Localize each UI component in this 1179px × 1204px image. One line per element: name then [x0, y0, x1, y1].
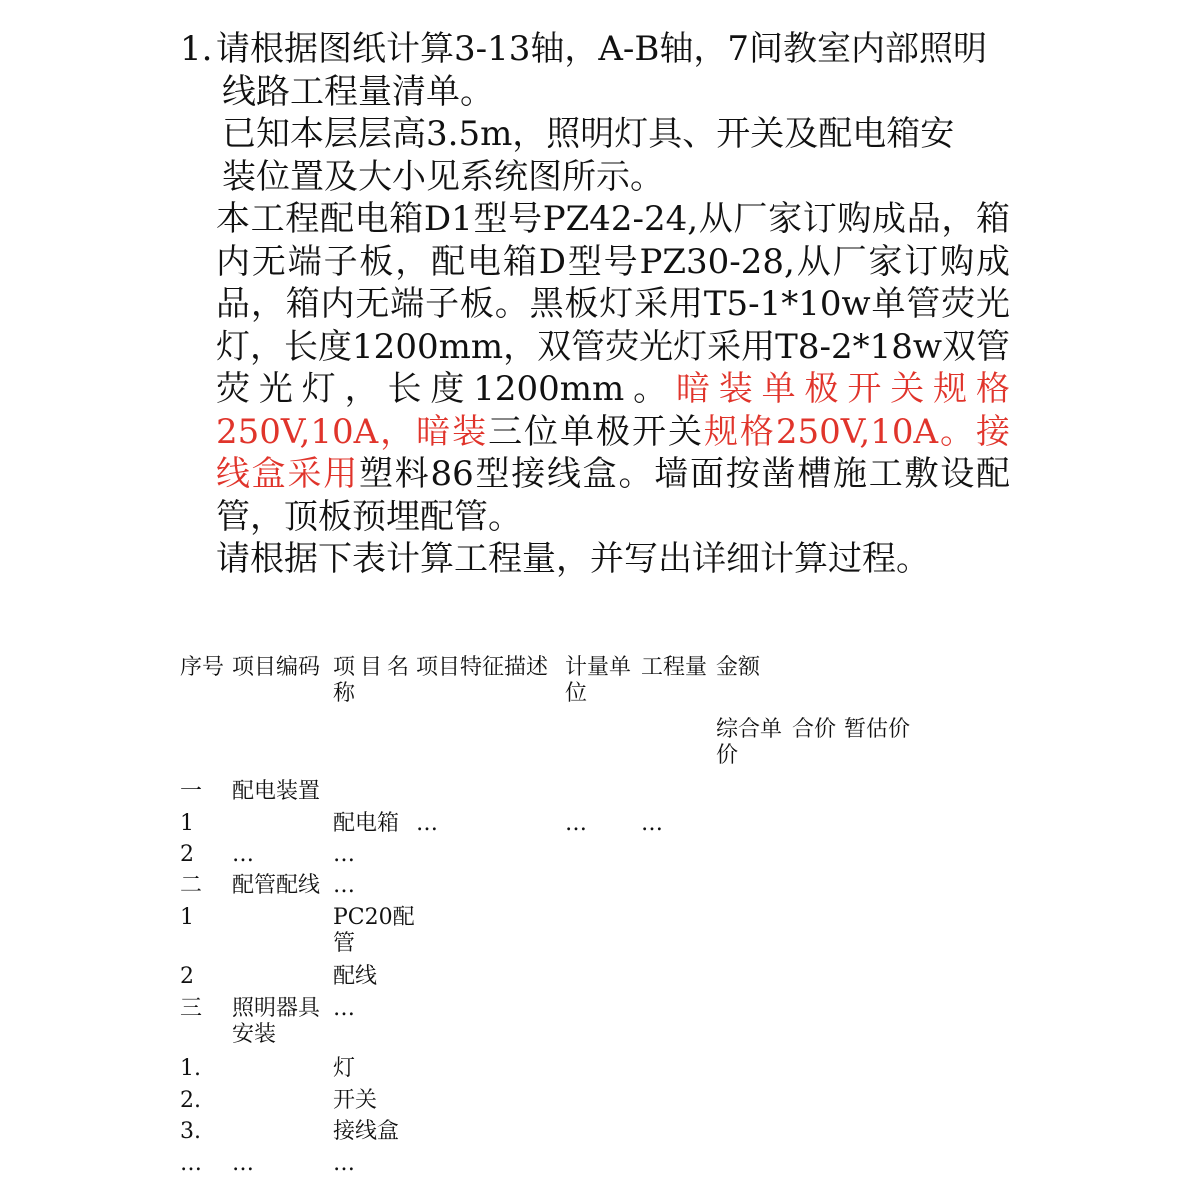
highlight-text-2: 规格250V,10A。接线盒采用	[216, 411, 1011, 494]
row-4-code: 配管配线	[232, 873, 321, 898]
header-unit: 计量单位	[565, 655, 632, 706]
row-3-seq: 2	[180, 842, 194, 867]
row-4-seq: 二	[180, 873, 203, 898]
row-2-name: 配电箱	[333, 811, 400, 836]
row-7-seq: 三	[180, 996, 203, 1021]
paragraph-text-b: 三位单极开关	[488, 411, 704, 452]
highlight-text-1: 暗装单极开关规格250V,10A，暗装	[216, 369, 1010, 452]
header-total: 合价	[792, 717, 837, 742]
row-7-name: …	[333, 996, 355, 1021]
row-5-name: PC20配管	[333, 905, 415, 956]
row-10-name: 接线盒	[333, 1119, 400, 1144]
header-provisional: 暂估价	[844, 717, 911, 742]
row-3-code: …	[232, 842, 254, 867]
header-qty: 工程量	[641, 655, 708, 680]
question-last-line: 请根据下表计算工程量，并写出详细计算过程。	[216, 539, 930, 579]
row-11-name: …	[333, 1151, 355, 1176]
question-block	[180, 28, 1010, 581]
row-1-seq: 一	[180, 779, 203, 804]
paragraph-text-c: 塑料86型接线盒。墙面按凿槽施工敷设配管，顶板预埋配管。	[216, 454, 1010, 537]
row-11-code: …	[232, 1151, 254, 1176]
row-2-qty: …	[641, 811, 663, 836]
question-line-3: 已知本层层高3.5m，照明灯具、开关及配电箱安	[222, 114, 955, 154]
row-2-seq: 1	[180, 811, 194, 836]
row-1-code: 配电装置	[232, 779, 321, 804]
question-paragraph	[216, 198, 1010, 538]
question-body	[216, 28, 1010, 581]
row-2-feature: …	[416, 811, 438, 836]
paragraph-text-a: 本工程配电箱D1型号PZ42-24,从厂家订购成品，箱内无端子板，配电箱D型号PZ30-28,从厂家订购成品，箱内无端子板。黑板灯采用T5-1*10w单管荧光灯，长度1200mm，双管荧光灯采用T8-2*18w双管荧光灯，长度1200mm。	[216, 199, 1010, 409]
row-8-name: 灯	[333, 1056, 356, 1081]
header-unit-price: 综合单价	[716, 717, 783, 768]
row-9-seq: 2.	[180, 1088, 201, 1113]
header-code: 项目编码	[232, 655, 321, 680]
row-5-seq: 1	[180, 905, 194, 930]
header-feature: 项目特征描述	[416, 655, 549, 680]
row-10-seq: 3.	[180, 1119, 201, 1144]
header-seq: 序号	[180, 655, 225, 680]
row-6-seq: 2	[180, 964, 194, 989]
question-line-4: 装位置及大小见系统图所示。	[222, 156, 664, 197]
row-2-unit: …	[565, 811, 587, 836]
question-number: 1.	[180, 29, 213, 69]
header-name: 项目名称	[333, 655, 415, 706]
row-3-name: …	[333, 842, 355, 867]
header-amount: 金额	[716, 655, 761, 680]
question-line-1: 请根据图纸计算3-13轴，A-B轴，7间教室内部照明	[216, 29, 988, 69]
row-4-name: …	[333, 873, 355, 898]
row-9-name: 开关	[333, 1088, 378, 1113]
question-line-2: 线路工程量清单。	[222, 71, 494, 112]
row-7-code: 照明器具安装	[232, 996, 321, 1047]
row-8-seq: 1.	[180, 1056, 201, 1081]
row-6-name: 配线	[333, 964, 378, 989]
row-11-seq: …	[180, 1151, 202, 1176]
